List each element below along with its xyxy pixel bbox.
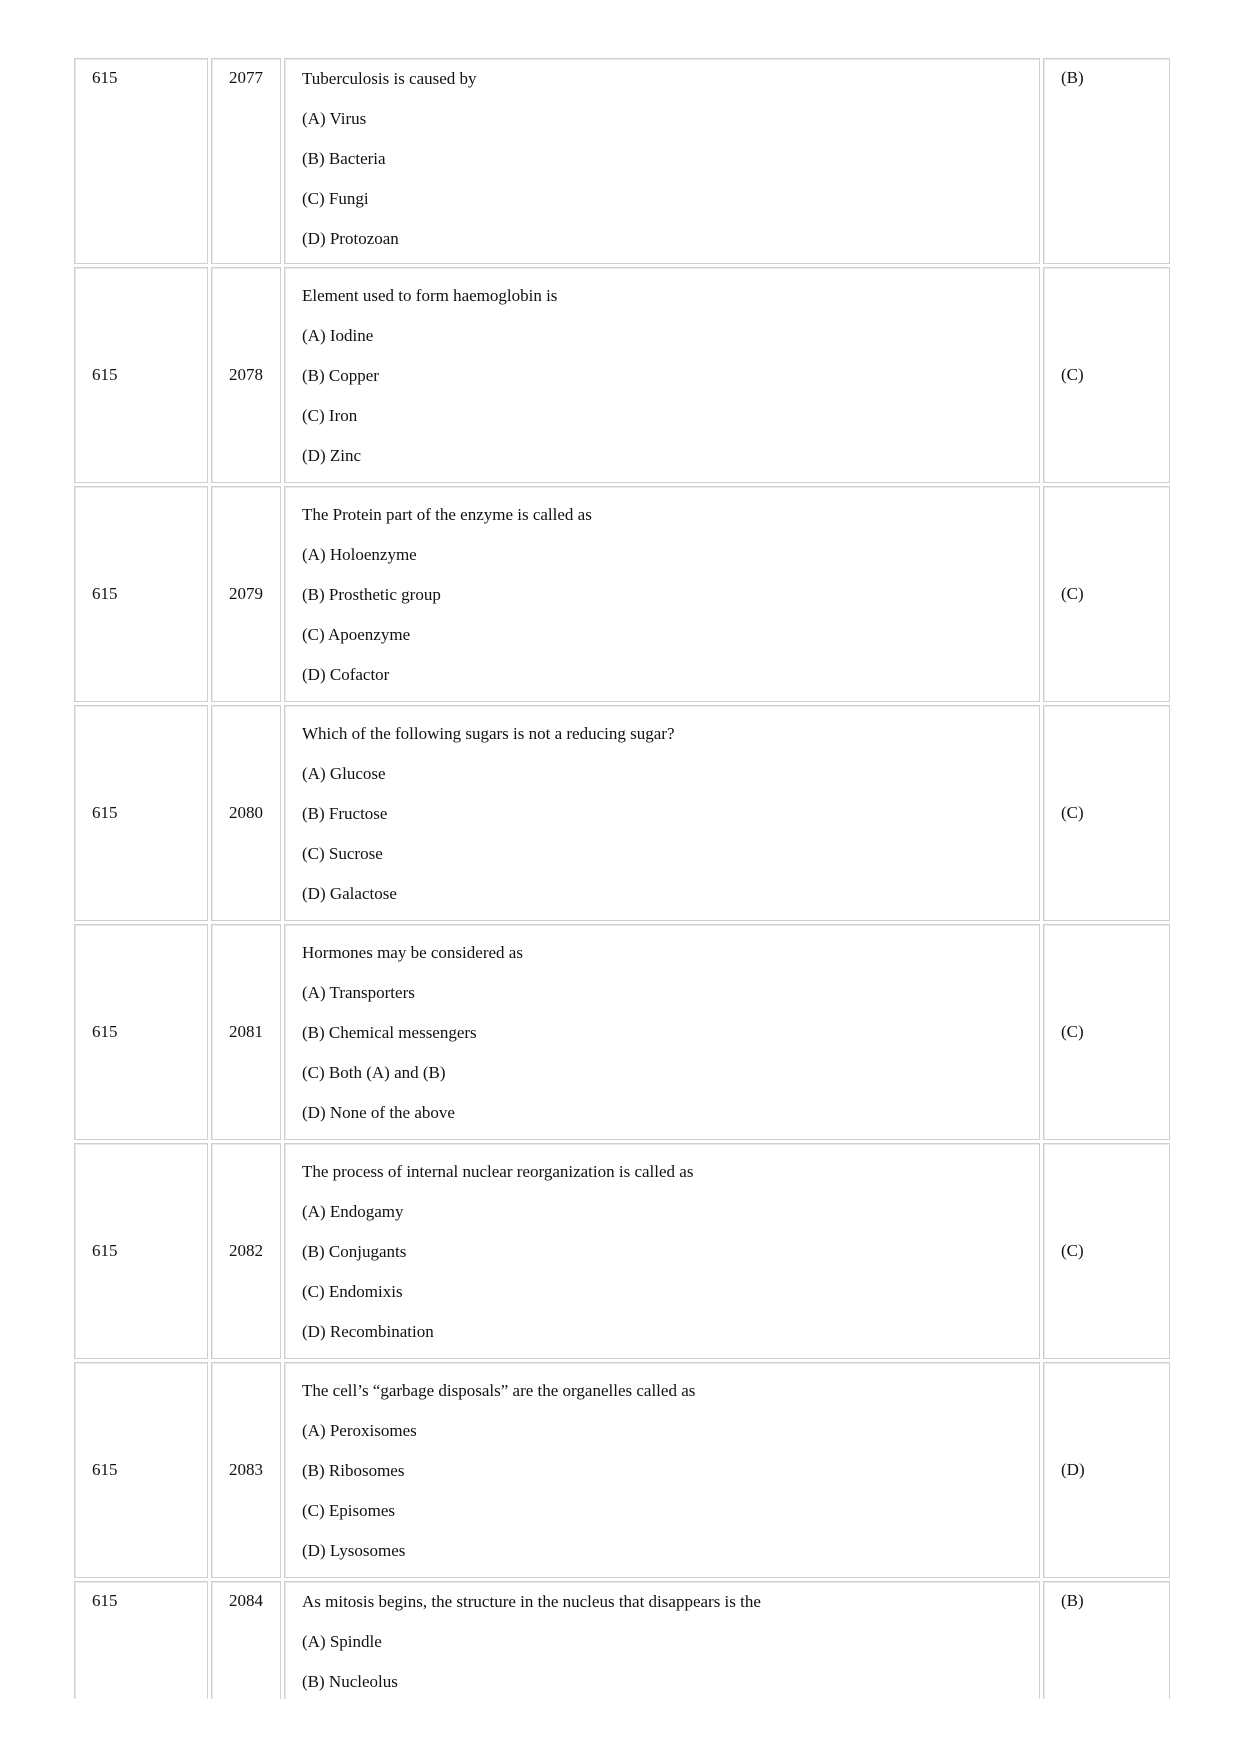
table-row [74, 1581, 1170, 1699]
question-number-cell: 2084 [211, 1581, 281, 1699]
question-cell [284, 1362, 1040, 1578]
option-a: (A) Iodine [302, 326, 374, 345]
question-cell [284, 1143, 1040, 1359]
option-b: (B) Prosthetic group [302, 585, 441, 604]
option-c: (C) Episomes [302, 1501, 396, 1520]
question-text: The cell’s “garbage disposals” are the organelles called as [302, 1381, 696, 1400]
answer-cell [1043, 924, 1170, 1140]
set-code: 615 [92, 1460, 118, 1479]
option-c: (C) Sucrose [302, 844, 383, 863]
answer-cell: (B) [1043, 1581, 1170, 1699]
question-text: The Protein part of the enzyme is called as [302, 505, 592, 524]
table-row [74, 924, 1170, 1140]
option-d: (D) Recombination [302, 1322, 434, 1341]
option-c: (C) Apoenzyme [302, 625, 411, 644]
option-a: (A) Transporters [302, 983, 415, 1002]
set-code-cell: 615 [74, 1581, 208, 1699]
answer: (C) [1061, 584, 1084, 603]
option-d: (D) Lysosomes [302, 1541, 406, 1560]
option-c: (C) Endomixis [302, 1282, 403, 1301]
option-a: (A) Virus [302, 109, 367, 128]
option-b: (B) Conjugants [302, 1242, 407, 1261]
answer-cell [1043, 705, 1170, 921]
table-row [74, 1362, 1170, 1578]
set-code-cell [74, 1362, 208, 1578]
question-number: 2083 [229, 1460, 263, 1479]
option-a: (A) Spindle [302, 1632, 382, 1651]
answer-cell [1043, 1143, 1170, 1359]
answer-cell: (B) [1043, 58, 1170, 264]
set-code: 615 [92, 365, 118, 384]
option-d: (D) Protozoan [302, 229, 399, 248]
question-cell [284, 58, 1040, 264]
question-number-cell [211, 705, 281, 921]
table-row [74, 58, 1170, 264]
question-text: As mitosis begins, the structure in the nucleus that disappears is the [302, 1592, 761, 1611]
question-table [74, 58, 1170, 1699]
question-text: The process of internal nuclear reorganization is called as [302, 1162, 694, 1181]
question-number-cell [211, 1143, 281, 1359]
option-b: (B) Bacteria [302, 149, 386, 168]
table-row [74, 267, 1170, 483]
answer-cell [1043, 267, 1170, 483]
question-number: 2081 [229, 1022, 263, 1041]
answer: (D) [1061, 1460, 1085, 1479]
option-d: (D) None of the above [302, 1103, 455, 1122]
question-number-cell [211, 924, 281, 1140]
set-code-cell [74, 705, 208, 921]
set-code-cell [74, 924, 208, 1140]
answer: (C) [1061, 1022, 1084, 1041]
option-b: (B) Nucleolus [302, 1672, 398, 1691]
question-cell [284, 267, 1040, 483]
question-number-cell [211, 486, 281, 702]
table-row [74, 1143, 1170, 1359]
question-number: 2080 [229, 803, 263, 822]
question-cell [284, 486, 1040, 702]
question-number-cell [211, 1362, 281, 1578]
table-row [74, 705, 1170, 921]
set-code-cell [74, 486, 208, 702]
answer: (C) [1061, 803, 1084, 822]
question-text: Which of the following sugars is not a reducing sugar? [302, 724, 675, 743]
answer-cell [1043, 1362, 1170, 1578]
option-d: (D) Galactose [302, 884, 397, 903]
question-number-cell [211, 267, 281, 483]
set-code: 615 [92, 584, 118, 603]
option-c: (C) Iron [302, 406, 358, 425]
set-code-cell: 615 [74, 58, 208, 264]
option-c: (C) Fungi [302, 189, 369, 208]
question-text: Element used to form haemoglobin is [302, 286, 558, 305]
question-number: 2082 [229, 1241, 263, 1260]
answer-cell [1043, 486, 1170, 702]
question-text: Hormones may be considered as [302, 943, 523, 962]
option-b: (B) Fructose [302, 804, 388, 823]
set-code: 615 [92, 1022, 118, 1041]
question-cell [284, 1581, 1040, 1699]
option-b: (B) Chemical messengers [302, 1023, 477, 1042]
option-c: (C) Both (A) and (B) [302, 1063, 446, 1082]
set-code-cell [74, 1143, 208, 1359]
question-cell [284, 705, 1040, 921]
option-a: (A) Holoenzyme [302, 545, 417, 564]
option-a: (A) Glucose [302, 764, 386, 783]
table-row [74, 486, 1170, 702]
question-cell [284, 924, 1040, 1140]
question-text: Tuberculosis is caused by [302, 69, 477, 88]
option-a: (A) Endogamy [302, 1202, 404, 1221]
set-code-cell [74, 267, 208, 483]
answer: (C) [1061, 365, 1084, 384]
answer: (C) [1061, 1241, 1084, 1260]
option-a: (A) Peroxisomes [302, 1421, 417, 1440]
option-d: (D) Cofactor [302, 665, 390, 684]
option-d: (D) Zinc [302, 446, 362, 465]
option-b: (B) Ribosomes [302, 1461, 405, 1480]
question-number: 2078 [229, 365, 263, 384]
option-b: (B) Copper [302, 366, 379, 385]
set-code: 615 [92, 803, 118, 822]
set-code: 615 [92, 1241, 118, 1260]
question-number-cell: 2077 [211, 58, 281, 264]
question-number: 2079 [229, 584, 263, 603]
